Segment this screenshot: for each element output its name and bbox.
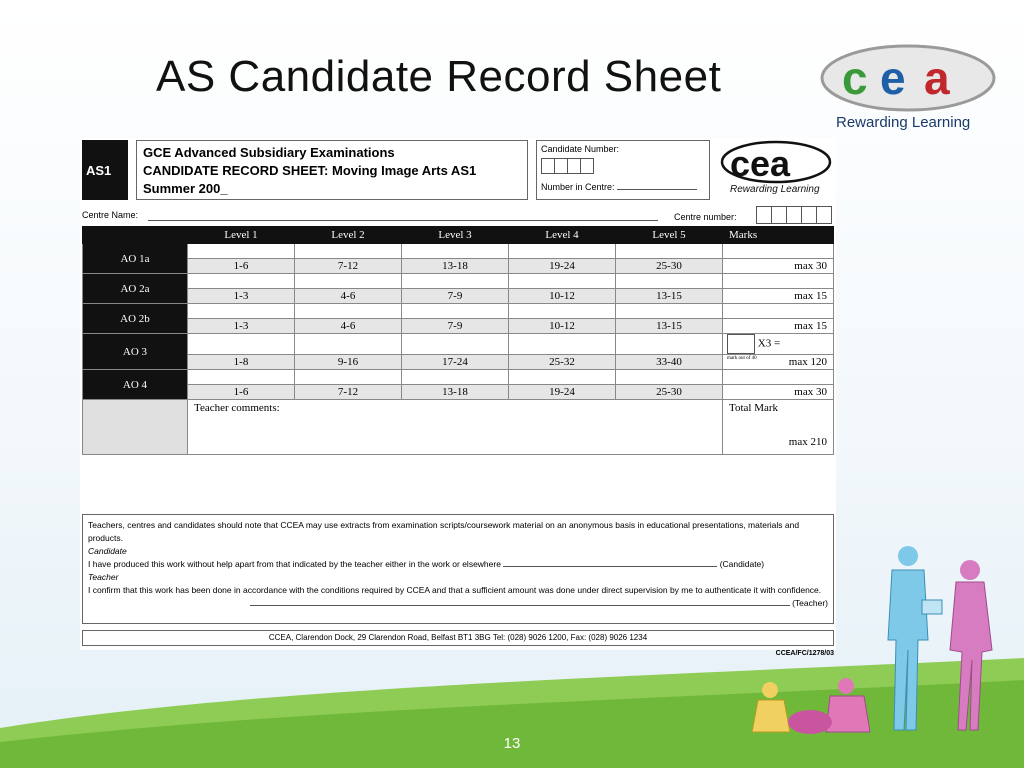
candidate-number-box bbox=[536, 140, 710, 200]
form-code: CCEA/FC/1278/03 bbox=[775, 650, 834, 657]
level-cell[interactable] bbox=[509, 334, 616, 355]
centre-number-label: Centre number: bbox=[674, 212, 737, 222]
grid-corner bbox=[83, 227, 188, 244]
teacher-heading: Teacher bbox=[88, 572, 119, 582]
range-cell: 25-30 bbox=[616, 259, 723, 274]
declaration-box bbox=[82, 514, 834, 624]
col-header: Level 5 bbox=[616, 227, 723, 244]
small-logo-tagline: Rewarding Learning bbox=[730, 184, 820, 195]
number-in-centre-label: Number in Centre: bbox=[541, 182, 615, 192]
range-cell: 1-8 bbox=[188, 355, 295, 370]
number-in-centre-field[interactable] bbox=[617, 189, 697, 190]
max-mark bbox=[723, 355, 834, 370]
col-header: Level 2 bbox=[295, 227, 402, 244]
level-cell[interactable] bbox=[509, 274, 616, 289]
centre-name-field[interactable] bbox=[148, 220, 658, 221]
range-cell: 1-3 bbox=[188, 289, 295, 304]
level-cell[interactable] bbox=[402, 244, 509, 259]
col-header: Marks bbox=[723, 227, 834, 244]
ao-label: AO 2a bbox=[83, 274, 188, 304]
total-mark-cell[interactable] bbox=[723, 400, 834, 455]
range-cell: 1-3 bbox=[188, 319, 295, 334]
form-footer: CCEA, Clarendon Dock, 29 Clarendon Road, Belfast BT1 3BG Tel: (028) 9026 1200, Fax: (028) 9026 1234 bbox=[82, 630, 834, 646]
marks-cell[interactable] bbox=[723, 370, 834, 385]
ao3-note: mark out of 40 bbox=[727, 356, 757, 361]
col-header: Level 1 bbox=[188, 227, 295, 244]
centre-number-field[interactable] bbox=[756, 206, 831, 224]
level-cell[interactable] bbox=[295, 274, 402, 289]
level-cell[interactable] bbox=[188, 304, 295, 319]
comments-spacer bbox=[83, 400, 188, 455]
range-cell: 19-24 bbox=[509, 259, 616, 274]
total-max: max 210 bbox=[788, 436, 827, 448]
centre-row bbox=[82, 210, 834, 226]
teacher-comments[interactable] bbox=[188, 400, 723, 455]
level-cell[interactable] bbox=[295, 370, 402, 385]
svg-text:c: c bbox=[842, 52, 868, 104]
max-mark: max 15 bbox=[723, 319, 834, 334]
range-cell: 10-12 bbox=[509, 289, 616, 304]
marks-cell[interactable] bbox=[723, 304, 834, 319]
slide-title: AS Candidate Record Sheet bbox=[156, 52, 722, 101]
total-mark-label: Total Mark bbox=[729, 402, 779, 414]
marks-grid bbox=[82, 226, 834, 455]
candidate-number-label: Candidate Number: bbox=[541, 144, 620, 154]
ao-label: AO 2b bbox=[83, 304, 188, 334]
range-cell: 4-6 bbox=[295, 319, 402, 334]
centre-name-label: Centre Name: bbox=[82, 210, 139, 220]
range-cell: 13-18 bbox=[402, 259, 509, 274]
col-header: Level 3 bbox=[402, 227, 509, 244]
range-cell: 4-6 bbox=[295, 289, 402, 304]
ao3-mark-box[interactable] bbox=[727, 334, 755, 354]
level-cell[interactable] bbox=[616, 244, 723, 259]
range-cell: 7-12 bbox=[295, 259, 402, 274]
ao3-multiplier-cell[interactable] bbox=[723, 334, 834, 355]
candidate-record-form bbox=[80, 138, 836, 657]
candidate-number-field[interactable] bbox=[541, 158, 593, 174]
level-cell[interactable] bbox=[402, 274, 509, 289]
level-cell[interactable] bbox=[616, 274, 723, 289]
marks-cell[interactable] bbox=[723, 274, 834, 289]
logo-tagline: Rewarding Learning bbox=[836, 114, 971, 131]
header-line-3: Summer 200_ bbox=[143, 181, 228, 196]
range-cell: 17-24 bbox=[402, 355, 509, 370]
candidate-statement: I have produced this work without help apart from that indicated by the teacher either in the work or elsewhere bbox=[88, 559, 501, 569]
range-cell: 13-15 bbox=[616, 289, 723, 304]
max-mark: max 30 bbox=[723, 259, 834, 274]
level-cell[interactable] bbox=[402, 304, 509, 319]
ao-label: AO 1a bbox=[83, 244, 188, 274]
max-mark: max 30 bbox=[723, 385, 834, 400]
range-cell: 25-32 bbox=[509, 355, 616, 370]
range-cell: 9-16 bbox=[295, 355, 402, 370]
level-cell[interactable] bbox=[509, 370, 616, 385]
ao-label: AO 3 bbox=[83, 334, 188, 370]
level-cell[interactable] bbox=[509, 304, 616, 319]
level-cell[interactable] bbox=[295, 304, 402, 319]
ao-label: AO 4 bbox=[83, 370, 188, 400]
level-cell[interactable] bbox=[616, 304, 723, 319]
candidate-sig-label: (Candidate) bbox=[719, 559, 765, 569]
max-mark-value: max 120 bbox=[788, 356, 827, 368]
range-cell: 7-12 bbox=[295, 385, 402, 400]
form-code-label: AS1 bbox=[82, 140, 128, 200]
level-cell[interactable] bbox=[295, 334, 402, 355]
max-mark: max 15 bbox=[723, 289, 834, 304]
teacher-comments-label: Teacher comments: bbox=[194, 402, 280, 414]
teacher-signature-line[interactable] bbox=[250, 605, 790, 606]
range-cell: 10-12 bbox=[509, 319, 616, 334]
range-cell: 7-9 bbox=[402, 319, 509, 334]
level-cell[interactable] bbox=[402, 370, 509, 385]
header-line-2: CANDIDATE RECORD SHEET: Moving Image Arts AS1 bbox=[143, 163, 477, 178]
teacher-statement: I confirm that this work has been done in accordance with the conditions required by CCEA and that a sufficient amount was done under direct supervision by me to authenticate it with confidence. bbox=[88, 585, 822, 595]
level-cell[interactable] bbox=[509, 244, 616, 259]
ao3-multiplier: X3 = bbox=[757, 337, 781, 350]
range-cell: 13-18 bbox=[402, 385, 509, 400]
cea-logo-small bbox=[720, 138, 836, 198]
range-cell: 1-6 bbox=[188, 259, 295, 274]
svg-text:cea: cea bbox=[730, 143, 791, 184]
col-header: Level 4 bbox=[509, 227, 616, 244]
range-cell: 19-24 bbox=[509, 385, 616, 400]
cea-logo bbox=[820, 42, 1000, 134]
svg-text:a: a bbox=[924, 52, 950, 104]
range-cell: 33-40 bbox=[616, 355, 723, 370]
svg-text:e: e bbox=[880, 52, 906, 104]
level-cell[interactable] bbox=[616, 370, 723, 385]
teacher-sig-label: (Teacher) bbox=[792, 598, 828, 608]
level-cell[interactable] bbox=[402, 334, 509, 355]
range-cell: 13-15 bbox=[616, 319, 723, 334]
range-cell: 7-9 bbox=[402, 289, 509, 304]
people-illustration bbox=[740, 540, 1024, 740]
page-number: 13 bbox=[503, 735, 521, 752]
range-cell: 25-30 bbox=[616, 385, 723, 400]
range-cell: 1-6 bbox=[188, 385, 295, 400]
header-line-1: GCE Advanced Subsidiary Examinations bbox=[143, 145, 395, 160]
marks-cell[interactable] bbox=[723, 244, 834, 259]
declaration-notice: Teachers, centres and candidates should note that CCEA may use extracts from examination scripts/coursework material on an anonymous basis in educational presentations, materials and products. bbox=[88, 520, 800, 543]
level-cell[interactable] bbox=[188, 334, 295, 355]
level-cell[interactable] bbox=[188, 370, 295, 385]
level-cell[interactable] bbox=[616, 334, 723, 355]
level-cell[interactable] bbox=[188, 274, 295, 289]
level-cell[interactable] bbox=[295, 244, 402, 259]
form-header bbox=[136, 140, 528, 200]
level-cell[interactable] bbox=[188, 244, 295, 259]
candidate-heading: Candidate bbox=[88, 546, 127, 556]
candidate-signature-line[interactable] bbox=[503, 566, 717, 567]
